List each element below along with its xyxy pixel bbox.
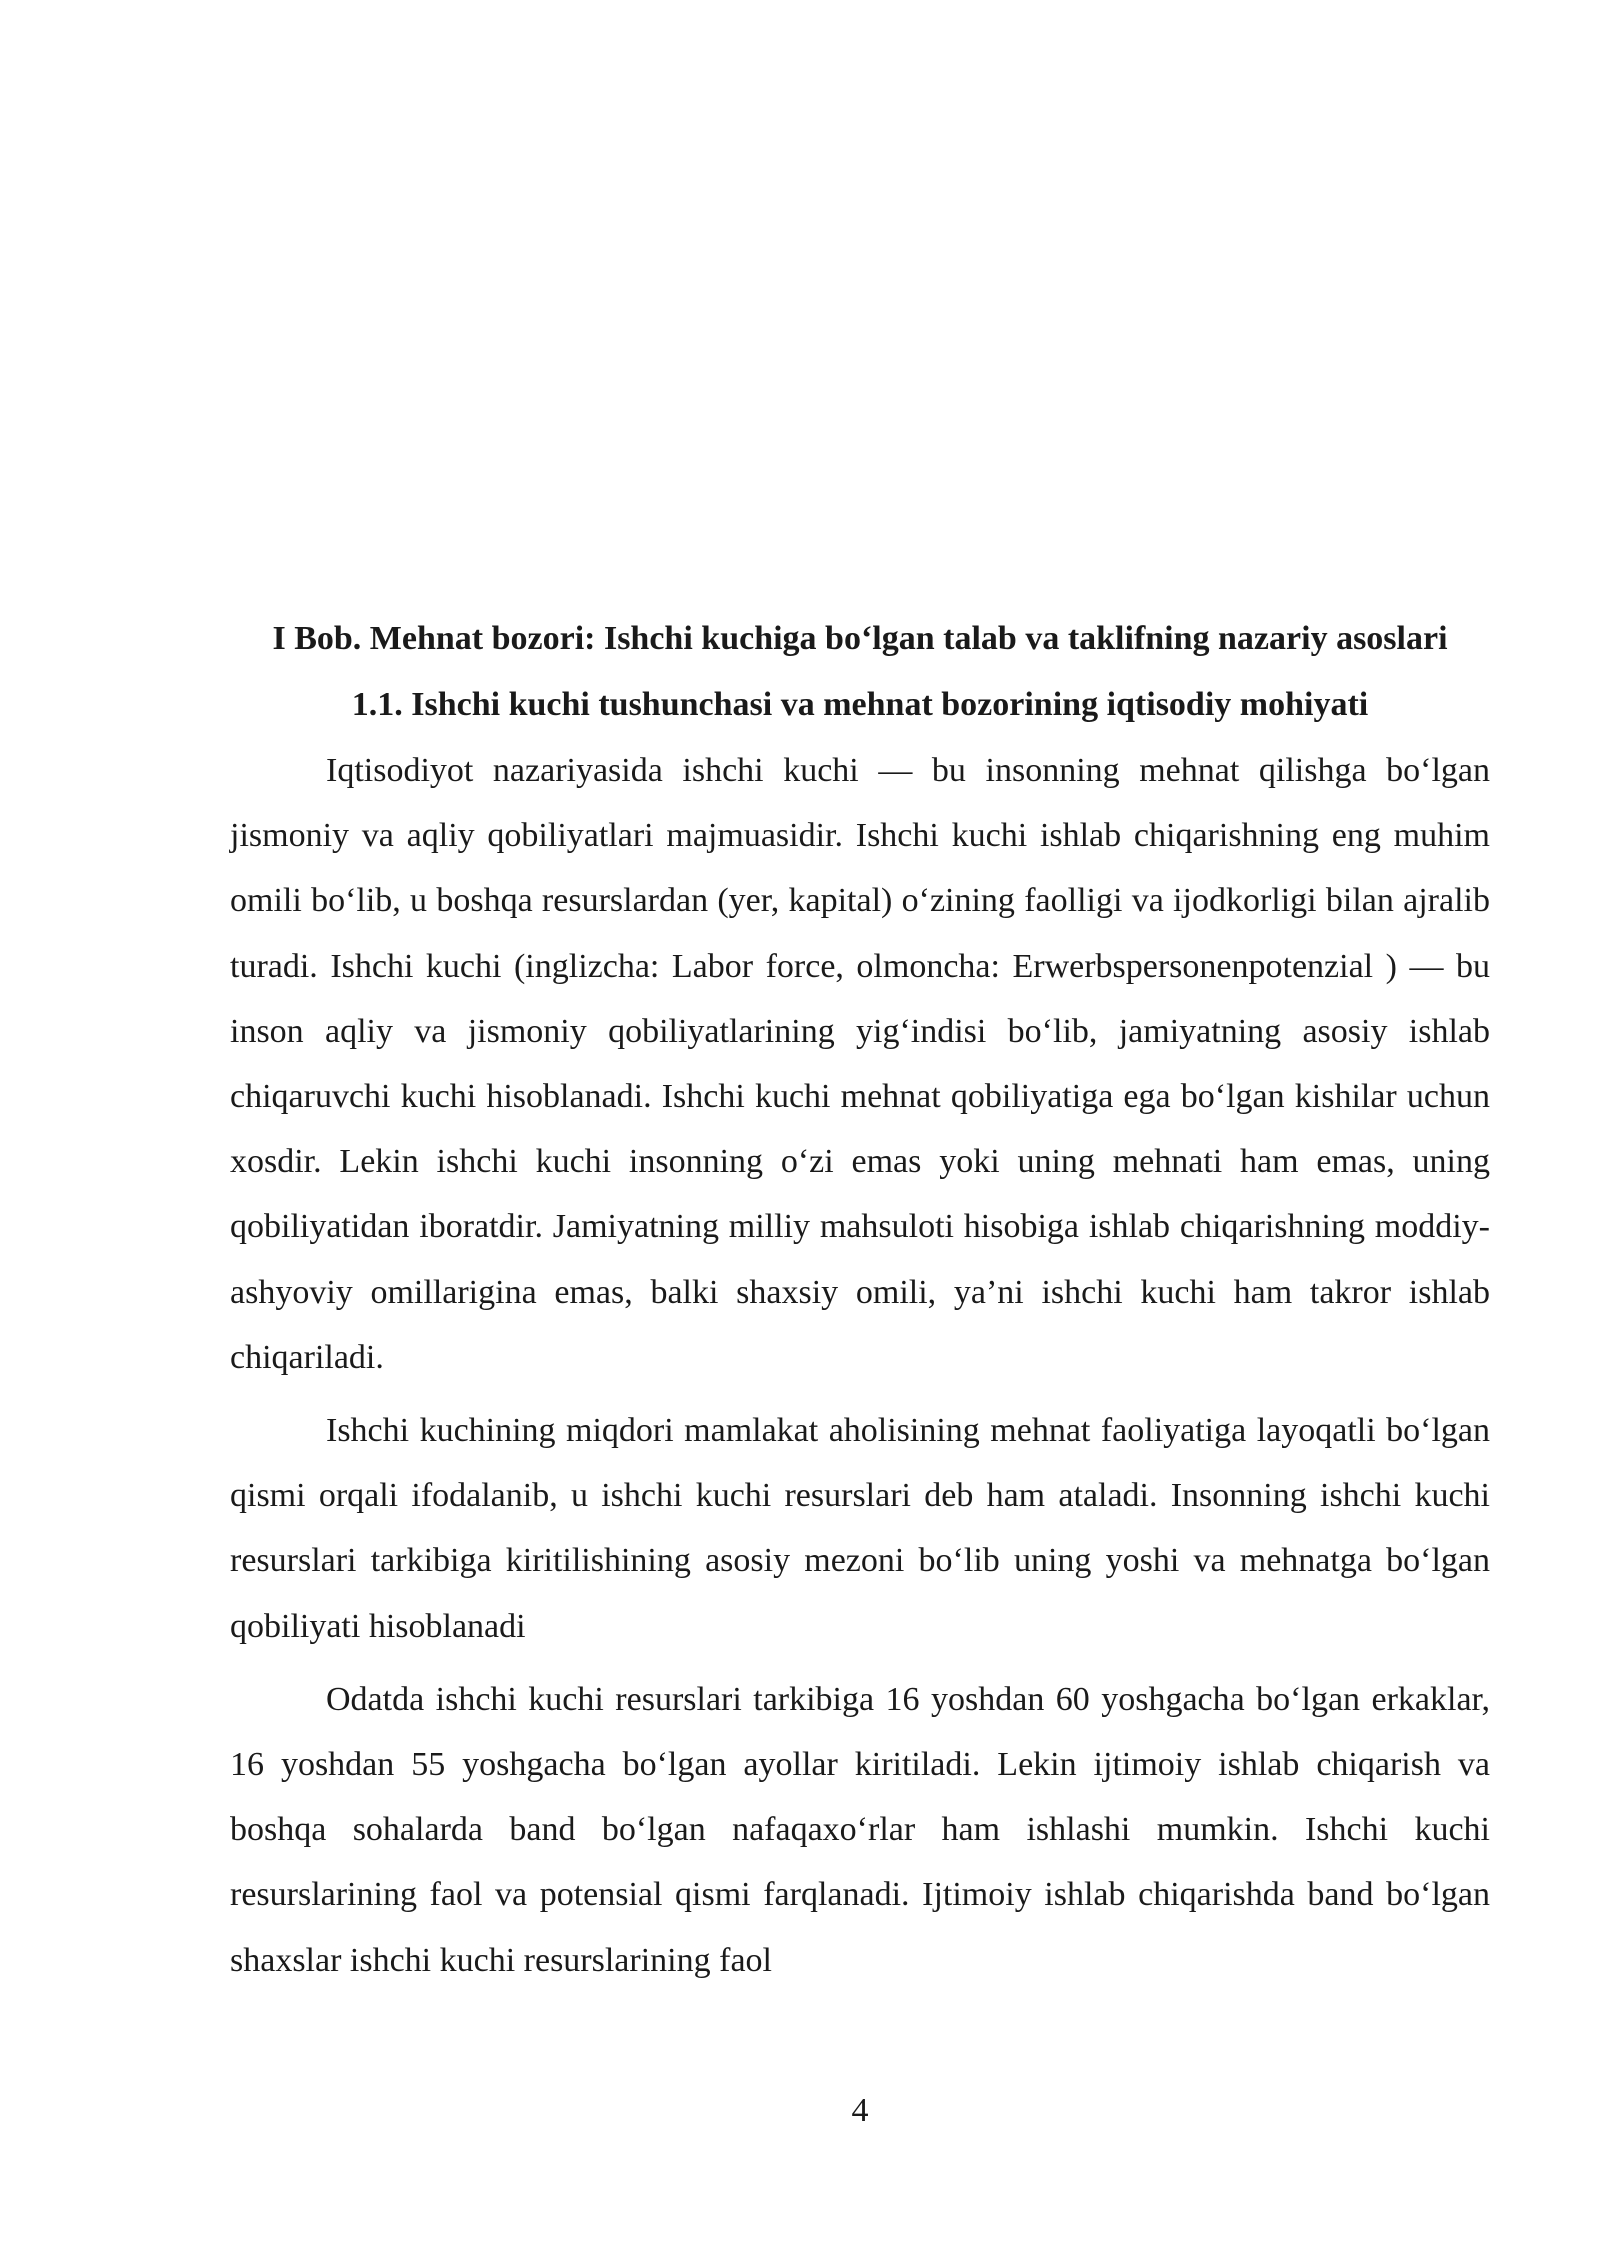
body-paragraph: Odatda ishchi kuchi resurslari tarkibiga 16 yoshdan 60 yoshgacha bo‘lgan erkaklar, 16 yoshdan 55 yoshgacha bo‘lgan ayollar kiritiladi. Lekin ijtimoiy ishlab chiqarish va boshqa sohalarda band bo‘lgan nafaqaxo‘rlar ham ishlashi mumkin. Ishchi kuchi resurslarining faol va potensial qismi farqlanadi. Ijtimoiy ishlab chiqarishda band bo‘lgan shaxslar ishchi kuchi resurslarining faol [230,1680,1490,1979]
body-paragraph: Iqtisodiyot nazariyasida ishchi kuchi — bu insonning mehnat qilishga bo‘lgan jismoniy va aqliy qobiliyatlari majmuasidir. Ishchi kuchi ishlab chiqarishning eng muhim omili bo‘lib, u boshqa resurslardan (yer, kapital) o‘zining faolligi va ijodkorligi bilan ajralib turadi. Ishchi kuchi (inglizcha: Labor force, olmoncha: Erwerbspersonenpotenzial ) — bu inson aqliy va jismoniy qobiliyatlarining yig‘indisi bo‘lib, jamiyatning asosiy ishlab chiqaruvchi kuchi hisoblanadi. Ishchi kuchi mehnat qobiliyatiga ega bo‘lgan kishilar uchun xosdir. Lekin ishchi kuchi insonning o‘zi emas yoki uning mehnati ham emas, uning qobiliyatidan iboratdir. Jamiyatning milliy mahsuloti hisobiga ishlab chiqarishning moddiy-ashyoviy omillarigina emas, balki shaxsiy omili, ya’ni ishchi kuchi ham takror ishlab chiqariladi. [230,752,1490,1376]
body-paragraph: Ishchi kuchining miqdori mamlakat aholisining mehnat faoliyatiga layoqatli bo‘lgan qismi orqali ifodalanib, u ishchi kuchi resurslari deb ham ataladi. Insonning ishchi kuchi resurslari tarkibiga kiritilishining asosiy mezoni bo‘lib uning yoshi va mehnatga bo‘lgan qobiliyati hisoblanadi [230,1412,1490,1645]
page-number: 4 [851,2092,869,2129]
page-content [230,606,1490,1993]
chapter-title: I Bob. Mehnat bozori: Ishchi kuchiga bo‘lgan talab va taklifning nazariy asoslari [272,620,1448,657]
section-title: 1.1. Ishchi kuchi tushunchasi va mehnat bozorining iqtisodiy mohiyati [351,686,1369,723]
